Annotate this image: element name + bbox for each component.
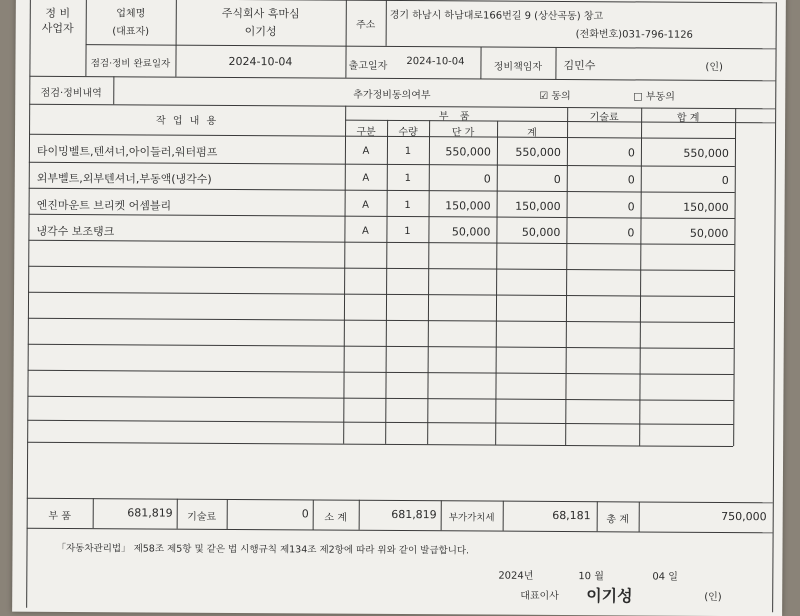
legal-statement: 「자동차관리법」 제58조 제5항 및 같은 법 시행규칙 제134조 제2항에 따라 위와 같이 발급합니다. <box>56 542 470 557</box>
ceo-name: 이기성 <box>244 25 277 39</box>
row-total: 0 <box>721 173 729 188</box>
address-label: 주소 <box>355 19 376 31</box>
row-qty: 1 <box>404 146 412 158</box>
col-unit-header: 단 가 <box>451 127 475 139</box>
company-label: 업체명 <box>116 8 146 20</box>
col-qty-header: 수량 <box>398 126 418 139</box>
row-labor: 0 <box>627 200 635 214</box>
address-text: 경기 하남시 하남대로166번길 9 (상산곡동) 창고 <box>389 9 604 23</box>
col-amount-header: 계 <box>527 127 537 139</box>
issue-year: 2024년 <box>498 570 534 582</box>
vat-value: 68,181 <box>552 508 591 523</box>
col-labor-header: 기술료 <box>589 112 619 124</box>
consent-label: 추가정비동의여부 <box>353 89 431 102</box>
total-parts-label: 부 품 <box>48 510 71 522</box>
row-amount: 50,000 <box>521 225 561 239</box>
operator-section-label: 정 비 사업자 <box>41 6 74 36</box>
row-work: 엔진마운트 브리켓 어셈블리 <box>36 198 172 213</box>
vat-label: 부가가치세 <box>448 512 495 524</box>
total-parts-value: 681,819 <box>127 506 173 520</box>
subtotal-value: 681,819 <box>391 507 437 522</box>
row-work: 타이밍벨트,텐셔너,아이들러,워터펌프 <box>36 144 218 159</box>
manager-seal: (인) <box>705 61 723 73</box>
row-unit-price: 50,000 <box>451 225 491 239</box>
grand-total-label: 총 계 <box>606 514 629 526</box>
row-labor: 0 <box>627 146 635 160</box>
row-qty: 1 <box>404 226 411 238</box>
disagree-checkbox: □ 부동의 <box>633 91 675 103</box>
total-labor-value: 0 <box>301 507 309 521</box>
row-type: A <box>362 145 370 157</box>
row-amount: 150,000 <box>515 199 561 213</box>
ceo-label: (대표자) <box>112 26 150 38</box>
issue-day: 04 일 <box>652 571 678 583</box>
col-parts-header: 부 품 <box>438 111 474 123</box>
col-type-header: 구분 <box>356 126 376 138</box>
row-qty: 1 <box>404 173 411 185</box>
details-label: 점검·정비내역 <box>40 87 102 100</box>
col-total-header: 합 계 <box>676 112 700 124</box>
row-amount: 550,000 <box>515 145 561 159</box>
row-unit-price: 150,000 <box>445 199 491 213</box>
row-work: 냉각수 보조탱크 <box>36 224 115 239</box>
row-type: A <box>362 172 370 184</box>
row-labor: 0 <box>627 226 635 240</box>
completion-date: 2024-10-04 <box>228 54 293 69</box>
row-total: 550,000 <box>683 146 729 161</box>
representative-label: 대표이사 <box>520 590 559 602</box>
row-labor: 0 <box>627 173 635 187</box>
agree-checkbox: ☑ 동의 <box>539 90 571 103</box>
col-work-header: 작 업 내 용 <box>155 115 219 127</box>
phone-number: (전화번호)031-796-1126 <box>575 29 693 41</box>
row-amount: 0 <box>553 172 561 186</box>
row-total: 50,000 <box>689 226 729 241</box>
row-type: A <box>361 225 369 237</box>
representative-seal: (인) <box>704 591 722 603</box>
manager-label: 정비책임자 <box>493 61 543 73</box>
subtotal-label: 소 계 <box>324 512 347 524</box>
row-unit-price: 0 <box>483 172 491 186</box>
total-labor-label: 기술료 <box>187 511 217 523</box>
row-unit-price: 550,000 <box>445 145 491 159</box>
release-date-label: 출고일자 <box>348 60 388 72</box>
manager-name: 김민수 <box>563 59 596 73</box>
row-qty: 1 <box>404 200 411 212</box>
completion-date-label: 점검·정비 완료일자 <box>90 58 171 70</box>
company-name: 주식회사 흑마심 <box>221 6 300 21</box>
row-type: A <box>362 199 370 211</box>
grand-total-value: 750,000 <box>721 509 767 524</box>
row-total: 150,000 <box>683 200 729 215</box>
invoice-paper <box>12 0 786 616</box>
issue-month: 10 월 <box>578 571 604 583</box>
row-work: 외부벨트,외부텐셔너,부동액(냉각수) <box>36 171 212 186</box>
release-date: 2024-10-04 <box>406 56 465 68</box>
representative-name: 이기성 <box>586 586 633 606</box>
